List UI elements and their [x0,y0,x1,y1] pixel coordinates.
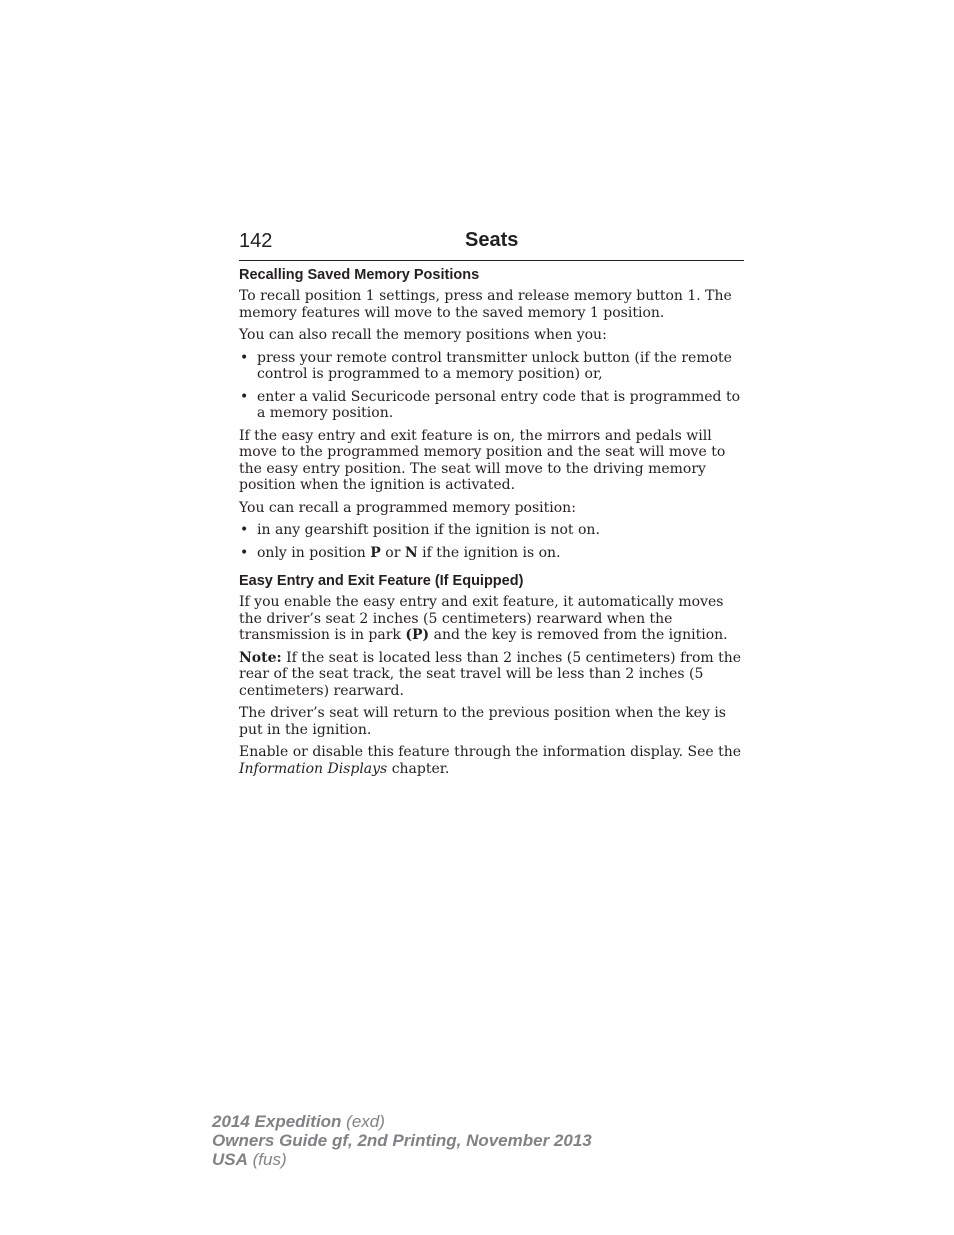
list-item [239,545,744,562]
text-run: If you enable the easy entry and exit feature, it automatically moves the driver’s seat 2 inches (5 centimeters) rearward when the transmission is in park [239,594,724,643]
paragraph [239,744,744,777]
paragraph: To recall position 1 settings, press and release memory button 1. The memory features will move to the saved memory 1 position. [239,288,732,321]
paragraph: The driver’s seat will return to the previous position when the key is put in the ignition. [239,705,726,738]
page-footer [212,1112,592,1169]
footer-line [212,1112,592,1131]
text-run: only in position [257,544,371,561]
footer-line [212,1150,592,1169]
text-run: Enable or disable this feature through the information display. See the [239,744,742,760]
list-item-text [257,545,561,561]
list-item-text: in any gearshift position if the ignition is not on. [257,522,600,538]
text-run: or [380,544,405,561]
gear-position-n: N [404,544,418,561]
paragraph: You can recall a programmed memory position: [239,499,576,516]
page-header [239,228,744,261]
note-paragraph [239,650,744,700]
footer-region-code: (fus) [247,1150,287,1169]
chapter-title: Seats [465,229,519,251]
footer-region: USA [212,1150,248,1169]
note-text: If the seat is located less than 2 inches (5 centimeters) from the rear of the seat track, the seat travel will be less than 2 inches (5 centimeters) rearward. [239,649,742,699]
bullet-icon: • [240,522,249,538]
bullet-list [239,522,744,561]
page-number: 142 [239,230,273,252]
paragraph: If the easy entry and exit feature is on, the mirrors and pedals will move to the programmed memory position and the seat will move to the easy entry position. The seat will move to the driving memory position when the ignition is activated. [239,427,726,493]
bullet-list [239,350,744,422]
list-item-text: enter a valid Securicode personal entry code that is programmed to a memory position. [257,388,740,421]
bullet-icon: • [240,349,249,366]
bullet-icon: • [240,544,249,561]
list-item [239,350,744,383]
list-item-text: press your remote control transmitter unlock button (if the remote control is programmed to a memory position) or, [257,349,732,382]
text-run: and the key is removed from the ignition. [429,627,728,643]
chapter-reference: Information Displays [239,760,388,777]
list-item [239,522,744,539]
footer-model: 2014 Expedition [212,1112,342,1131]
footer-line [212,1131,592,1150]
note-label: Note: [239,649,282,666]
paragraph: You can also recall the memory positions when you: [239,327,607,343]
section-heading-recalling: Recalling Saved Memory Positions [239,267,480,283]
text-run: chapter. [387,760,450,777]
park-label: (P) [405,627,430,643]
gear-position-p: P [370,544,381,561]
footer-edition: Owners Guide gf, 2nd Printing, November 2013 [212,1131,592,1150]
list-item [239,389,744,422]
text-run: if the ignition is on. [417,544,561,561]
bullet-icon: • [240,388,249,405]
footer-code: (exd) [341,1112,385,1131]
paragraph [239,594,744,644]
section-heading-easy-entry: Easy Entry and Exit Feature (If Equipped) [239,573,524,589]
page-content [239,266,744,783]
